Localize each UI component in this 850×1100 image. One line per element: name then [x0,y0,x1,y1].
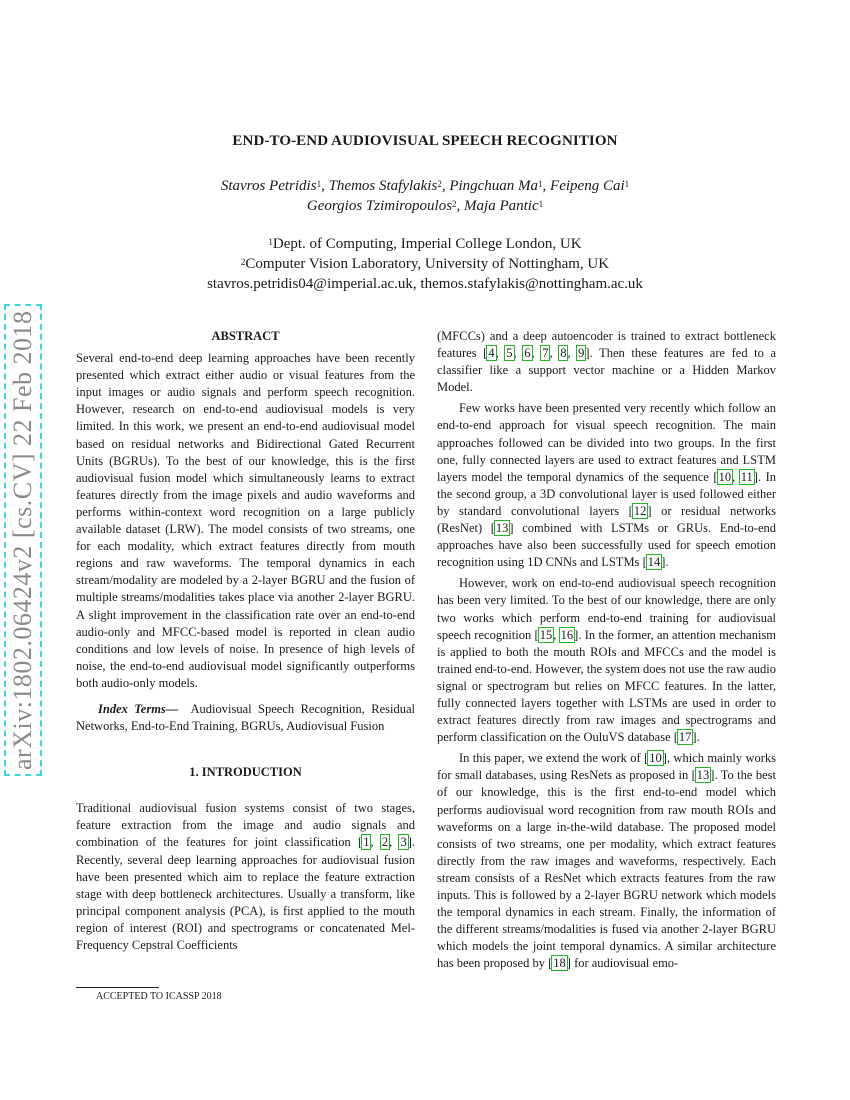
authors-line-2 [0,196,850,216]
affiliation-2: $^2$Computer Vision Laboratory, University of Nottingham, UK [240,256,610,272]
citation-link[interactable]: 14 [647,555,661,570]
citation-link[interactable]: 13 [495,521,509,536]
citation-link[interactable]: 9 [578,346,585,361]
author-list [0,176,850,216]
author: Stavros Petridis$^1$, [220,178,329,194]
author: Feipeng Cai$^1$ [550,178,630,194]
paragraph: However, work on end-to-end audiovisual speech recognition has been very limited. To the best of our knowledge, there are only two works which perform end-to-end training for audiovisual speech recognition [15, 16]. In the former, an attention mechanism is applied to both the mouth ROIs and MFCCs and the model is trained end-to-end. However, the system does not use the raw audio signal or spectrogram but relies on MFCC features. In the latter, fully connected layers together with LSTMs are used in order to extract features directly from raw images and spectrograms and perform classification on the OuluVS database [17]. [437,576,777,745]
citation-link[interactable]: 13 [696,768,710,783]
affiliation-1: $^1$Dept. of Computing, Imperial College London, UK [268,236,582,252]
index-terms: Index Terms— Audiovisual Speech Recognition, Residual Networks, End-to-End Training, BGRUs, Audiovisual Fusion [76,701,415,734]
author: Georgios Tzimiropoulos$^2$, [306,198,465,214]
footnote: ACCEPTED TO ICASSP 2018 [96,991,222,1002]
citation-link[interactable]: 3 [400,835,407,850]
footnote-rule [76,987,159,988]
arxiv-id-link[interactable]: arXiv:1802.06424v2 [cs.CV] 22 Feb 2018 [8,310,37,770]
left-column [76,328,415,954]
citation-link[interactable]: 10 [718,469,732,484]
citation-link[interactable]: 11 [740,469,753,484]
right-column [437,328,776,972]
intro-paragraph: Traditional audiovisual fusion systems consist of two stages, feature extraction from the image and audio signals and combination of the features for joint classification [1, 2, 3]. Recently, several deep learning approaches for audiovisual fusion have been presented which aim to replace the feature extraction stage with deep bottleneck architectures. Usually a transform, like principal component analysis (PCA), is first applied to the mouth region of interest (ROI) and spectrograms or concatenated Mel-Frequency Cepstral Coefficients [76,801,416,952]
citation-link[interactable]: 2 [381,835,389,850]
authors-line-1 [0,176,850,196]
author: Themos Stafylakis$^2$, [328,178,450,194]
citation-link[interactable]: 18 [553,956,566,971]
abstract-text: Several end-to-end deep learning approaches have been recently presented which extract either audio or visual features from the input images or audio signals and perform speech recognition. However, research on end-to-end audiovisual models is very limited. In this work, we present an end-to-end audiovisual model based on residual networks and Bidirectional Gated Recurrent Units (BGRUs). To the best of our knowledge, this is the first audiovisual fusion model which simultaneously learns to extract features directly from the image pixels and audio waveforms and performs within-context word recognition on a large publicly available dataset (LRW). The model consists of two streams, one for each modality, which extract features directly from mouth regions and raw waveforms. The temporal dynamics in each stream/modality are modeled by a 2-layer BGRU and the fusion of multiple streams/modalities takes place via another 2-layer BGRU. A slight improvement in the classification rate over an end-to-end audio-only and MFCC-based model is reported in clean audio conditions and low levels of noise. In presence of high levels of noise, the end-to-end audiovisual model significantly outperforms both audio-only models. [76,351,415,690]
author: Pingchuan Ma$^1$, [449,178,551,194]
arxiv-sidebar [8,262,44,772]
author: Maja Pantic$^1$ [464,198,544,214]
abstract-heading: ABSTRACT [211,329,280,343]
paragraph: (MFCCs) and a deep autoencoder is trained to extract bottleneck features [4, 5, 6, 7, 8, 9]. Then these features are fed to a classifier like a support vector machine or a Hidden Markov Model. [437,329,777,395]
citation-link[interactable]: 8 [560,346,567,361]
citation-link[interactable]: 10 [649,751,662,766]
affiliations [0,234,850,294]
index-terms-label: Index Terms— [98,701,179,716]
citation-link[interactable]: 15 [539,627,553,642]
citation-link[interactable]: 4 [488,346,495,361]
citation-link[interactable]: 1 [363,835,370,850]
citation-link[interactable]: 16 [560,627,574,642]
paragraph: Few works have been presented very recently which follow an end-to-end approach for visual speech recognition. The main approaches followed can be divided into two groups. In the first one, fully connected layers are used to extract features and LSTM layers model the temporal dynamics of the sequence [10, 11]. In the second group, a 3D convolutional layer is used followed either by standard convolutional layers [12] or residual networks (ResNet) [13] combined with LSTMs or GRUs. End-to-end approaches have also been successfully used for speech emotion recognition using 1D CNNs and LSTMs [14]. [437,401,777,570]
author-emails[interactable]: stavros.petridis04@imperial.ac.uk, themos.stafylakis@nottingham.ac.uk [207,276,643,292]
paper-title: END-TO-END AUDIOVISUAL SPEECH RECOGNITION [232,133,618,149]
section-heading-introduction: 1. INTRODUCTION [189,765,302,780]
paragraph: In this paper, we extend the work of [10], which mainly works for small databases, using ResNets as proposed in [13]. To the best of our knowledge, this is the first end-to-end model which performs audiovisual word recognition from raw mouth ROIs and waveforms on a large in-the-wild database. The proposed model consists of two streams, one per modality, which extract features directly from the raw images and waveforms, respectively. Each stream consists of a ResNet which extracts features from the raw inputs. This is followed by a 2-layer BGRU network which models the temporal dynamics in each stream. Finally, the information of the different streams/modalities is fused via another 2-layer BGRU which models the joint temporal dynamics. A similar architecture has been proposed by [18] for audiovisual emo- [437,751,776,971]
citation-link[interactable]: 6 [524,346,531,361]
citation-link[interactable]: 7 [542,346,549,361]
citation-link[interactable]: 12 [633,503,647,518]
citation-link[interactable]: 5 [506,346,513,361]
citation-link[interactable]: 17 [678,730,692,745]
